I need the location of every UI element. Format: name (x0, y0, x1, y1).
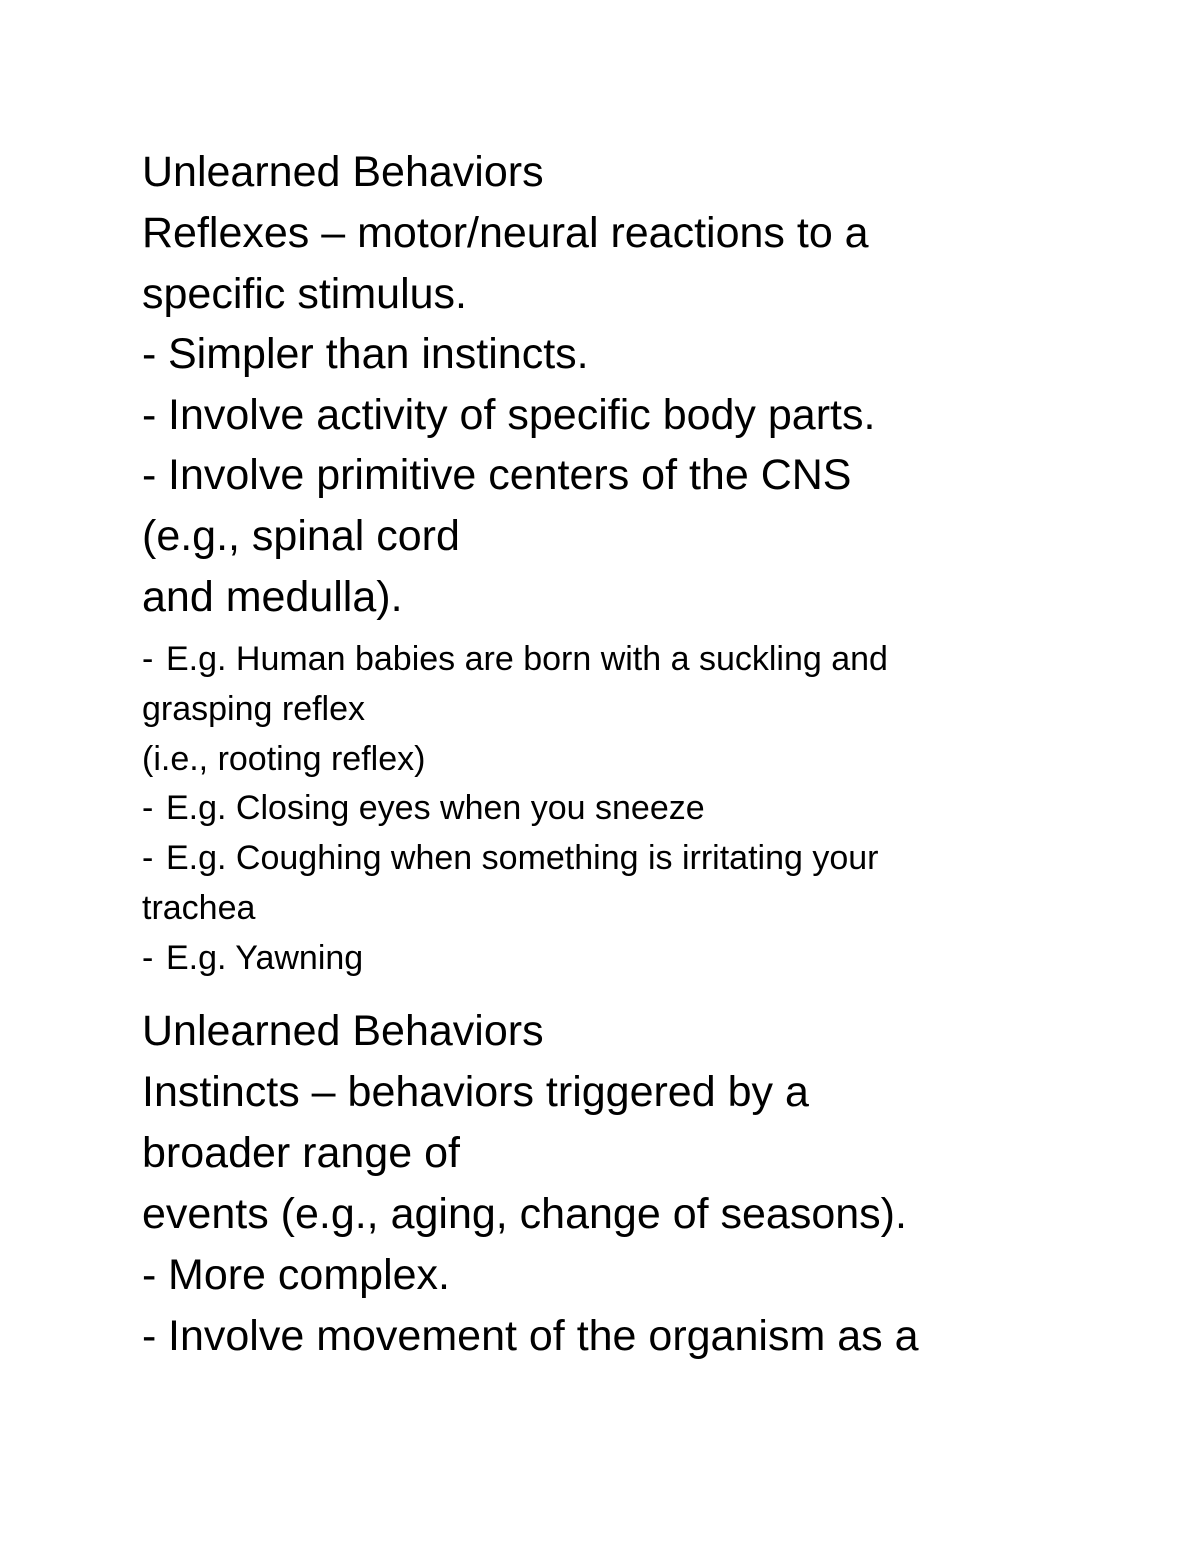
example-text: E.g. Yawning (166, 939, 364, 977)
bullet-text: More complex. (168, 1251, 450, 1299)
cns-continuation-line1: (e.g., spinal cord (142, 512, 460, 560)
bullet-dash: - (142, 939, 154, 977)
example-text: E.g. Human babies are born with a suckling and (166, 640, 888, 678)
example-babies-line2: grasping reflex (142, 690, 366, 728)
reflexes-definition-line2: specific stimulus. (142, 270, 467, 318)
example-cough-line1 (142, 841, 879, 875)
bullet-dash: - (142, 1251, 157, 1299)
instincts-definition-line3: events (e.g., aging, change of seasons). (142, 1190, 907, 1238)
example-text: E.g. Closing eyes when you sneeze (166, 789, 705, 827)
reflexes-definition-line1: Reflexes – motor/neural reactions to a (142, 209, 869, 257)
bullet-dash: - (142, 330, 157, 378)
example-babies-line3: (i.e., rooting reflex) (142, 740, 426, 778)
instinct-bullet-movement (142, 1312, 919, 1360)
example-cough-line2: trachea (142, 889, 256, 927)
section1-heading: Unlearned Behaviors (142, 148, 544, 196)
reflex-bullet-simpler (142, 330, 589, 378)
example-sneeze (142, 791, 705, 825)
reflex-bullet-cns (142, 451, 852, 499)
bullet-dash: - (142, 451, 157, 499)
cns-continuation-line2: and medulla). (142, 573, 403, 621)
bullet-dash: - (142, 789, 154, 827)
bullet-text: Involve primitive centers of the CNS (168, 451, 852, 499)
bullet-dash: - (142, 839, 154, 877)
bullet-text: Involve movement of the organism as a (168, 1312, 919, 1360)
bullet-dash: - (142, 640, 154, 678)
bullet-dash: - (142, 391, 157, 439)
instincts-definition-line2: broader range of (142, 1129, 460, 1177)
reflex-bullet-body-parts (142, 391, 876, 439)
bullet-text: Simpler than instincts. (168, 330, 589, 378)
bullet-dash: - (142, 1312, 157, 1360)
example-yawn (142, 941, 363, 975)
bullet-text: Involve activity of specific body parts. (168, 391, 876, 439)
instincts-definition-line1: Instincts – behaviors triggered by a (142, 1068, 809, 1116)
example-babies-line1 (142, 642, 888, 676)
instinct-bullet-complex (142, 1251, 450, 1299)
section2-heading: Unlearned Behaviors (142, 1007, 544, 1055)
example-text: E.g. Coughing when something is irritating your (166, 839, 879, 877)
